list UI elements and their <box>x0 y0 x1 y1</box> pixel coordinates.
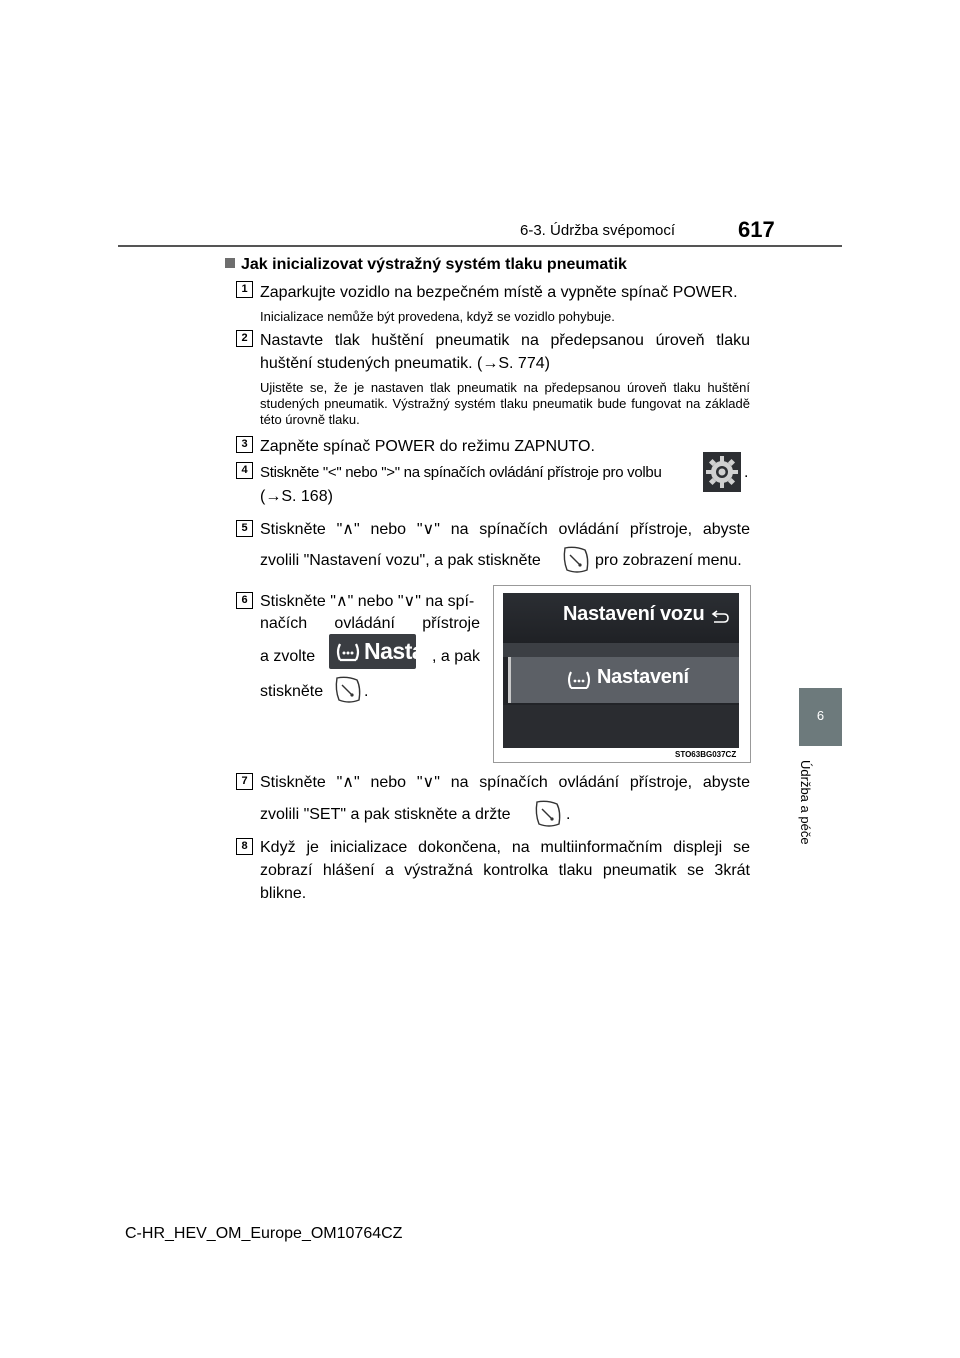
document-footer: C-HR_HEV_OM_Europe_OM10764CZ <box>125 1225 403 1242</box>
step-text: , a pak <box>431 648 480 665</box>
chapter-tab-label: Údržba a péče <box>798 760 813 845</box>
step-text: . <box>566 806 571 823</box>
step-number: 4 <box>236 462 253 479</box>
return-arrow-icon <box>710 610 730 626</box>
step-text: Stiskněte "∧" nebo "∨" na spínačích ovládání přístroje, abyste <box>260 521 750 538</box>
section-header: 6-3. Údržba svépomocí <box>520 222 676 239</box>
step-text-end: . <box>744 464 749 481</box>
tire-pressure-icon <box>565 669 593 691</box>
step-text: Zapněte spínač POWER do režimu ZAPNUTO. <box>260 438 595 455</box>
step-text: . <box>364 683 369 700</box>
step-text: pro zobrazení menu. <box>595 552 742 569</box>
section-title <box>225 256 627 274</box>
step-text: Zaparkujte vozidlo na bezpečném místě a vypněte spínač POWER. <box>260 284 738 301</box>
figure-code: STO63BG037CZ <box>675 750 737 759</box>
ok-button-icon <box>533 800 563 833</box>
step-text: Když je inicializace dokončena, na multiinformačním displeji se zobrazí hlášení a výstražná kontrolka tlaku pneumatik se 3krát blikne. <box>260 839 750 902</box>
display-screen <box>503 593 739 748</box>
inline-label: Nasta <box>364 638 425 664</box>
step-text: zvolili "Nastavení vozu", a pak stiskněte <box>260 552 541 569</box>
page-number: 617 <box>738 217 775 242</box>
page-ref: (→S. 168) <box>260 488 333 505</box>
step-number: 3 <box>236 436 253 453</box>
step-text: zvolili "SET" a pak stiskněte a držte <box>260 806 511 823</box>
display-empty-row <box>503 705 739 748</box>
ok-button-icon <box>561 546 591 579</box>
step-number: 2 <box>236 330 253 347</box>
display-title: Nastavení vozu <box>563 603 705 625</box>
menu-item-inline-image <box>329 634 425 669</box>
step-text: načích ovládání přístroje <box>260 615 480 632</box>
step-number: 8 <box>236 838 253 855</box>
step-text: Nastavte tlak huštění pneumatik na předepsanou úroveň tlaku huštění studených pneumatik. (→S. 774) <box>260 332 750 372</box>
step-text: Stiskněte "∧" nebo "∨" na spínačích ovládání přístroje, abyste <box>260 774 750 791</box>
step-note: Ujistěte se, že je nastaven tlak pneumatik na předepsanou úroveň tlaku huštění studených pneumatik. Výstražný systém tlaku pneumatik bude fungovat na základě této úrovně tlaku. <box>260 380 750 427</box>
header-rule <box>118 245 842 247</box>
step-number: 5 <box>236 520 253 537</box>
display-divider <box>503 643 739 657</box>
chapter-tab-number: 6 <box>816 708 825 723</box>
settings-gear-icon <box>703 452 741 492</box>
step-text: stiskněte <box>260 683 324 700</box>
step-text: a zvolte <box>260 648 316 665</box>
display-item-label: Nastavení <box>597 666 689 688</box>
step-text: Stiskněte "∧" nebo "∨" na spí- <box>260 593 475 610</box>
step-number: 7 <box>236 773 253 790</box>
step-number: 1 <box>236 281 253 298</box>
step-text: Stiskněte "<" nebo ">" na spínačích ovládání přístroje pro volbu <box>260 464 662 481</box>
ok-button-icon <box>333 676 363 709</box>
display-illustration <box>493 585 751 763</box>
bullet-square-icon <box>225 258 235 268</box>
tire-pressure-icon <box>334 641 362 663</box>
step-note: Inicializace nemůže být provedena, když se vozidlo pohybuje. <box>260 309 615 324</box>
chapter-tab-label-wrap <box>784 760 844 850</box>
section-title-text: Jak inicializovat výstražný systém tlaku pneumatik <box>241 256 627 273</box>
step-number: 6 <box>236 592 253 609</box>
